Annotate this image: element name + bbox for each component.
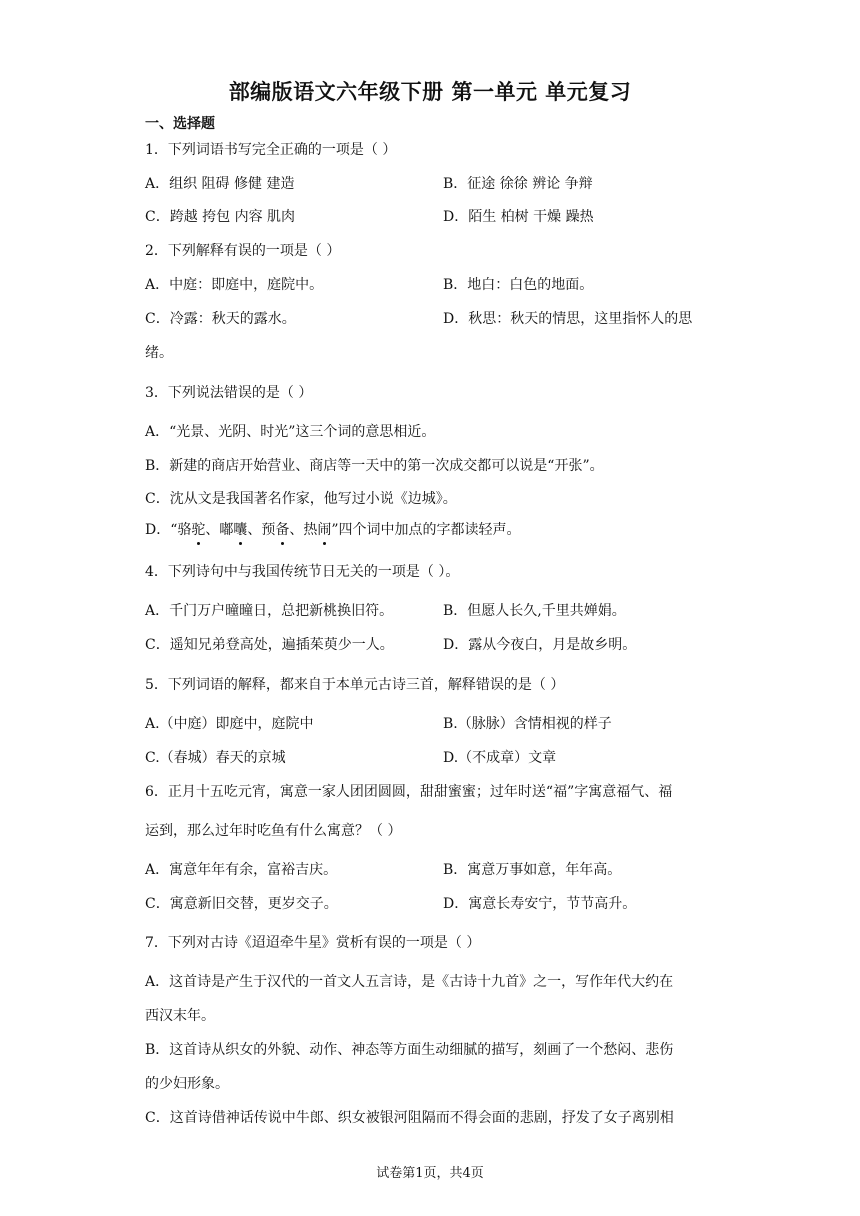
dotted-character: 备 bbox=[275, 522, 290, 538]
question-6-stem-continued: 运到，那么过年时吃鱼有什么寓意？（ ） bbox=[145, 823, 402, 839]
question-2-stem: 2．下列解释有误的一项是（ ） bbox=[145, 243, 341, 259]
question-6-option-a: A．寓意年年有余，富裕吉庆。 bbox=[145, 862, 338, 878]
option-d-text: 、嘟 bbox=[205, 522, 234, 538]
question-6-option-c: C．寓意新旧交替，更岁交子。 bbox=[145, 896, 338, 912]
question-1-option-a: A．组织 阻碍 修健 建造 bbox=[145, 176, 295, 192]
option-d-text: 、热 bbox=[289, 522, 318, 538]
question-6-option-b: B．寓意万事如意，年年高。 bbox=[443, 862, 622, 878]
dotted-character: 囔 bbox=[233, 522, 248, 538]
question-4-option-a: A．千门万户曈曈日，总把新桃换旧符。 bbox=[145, 603, 394, 619]
question-5-stem: 5．下列词语的解释，都来自于本单元古诗三首，解释错误的是（ ） bbox=[145, 677, 565, 693]
question-4-stem: 4．下列诗句中与我国传统节日无关的一项是（ ）。 bbox=[145, 564, 460, 580]
question-7-option-b-continued: 的少妇形象。 bbox=[145, 1076, 229, 1092]
question-1-stem: 1．下列词语书写完全正确的一项是（ ） bbox=[145, 142, 397, 158]
question-1-option-b: B．征途 徐徐 辨论 争辩 bbox=[443, 176, 593, 192]
question-5-option-c: C.（春城）春天的京城 bbox=[145, 750, 286, 766]
question-3-option-c: C．沈从文是我国著名作家，他写过小说《边城》。 bbox=[145, 491, 457, 507]
section-heading: 一、选择题 bbox=[145, 116, 215, 132]
page-title: 部编版语文六年级下册 第一单元 单元复习 bbox=[228, 80, 632, 104]
question-6-option-d: D．寓意长寿安宁，节节高升。 bbox=[443, 896, 637, 912]
question-5-option-a: A.（中庭）即庭中，庭院中 bbox=[145, 716, 314, 732]
question-2-option-c: C．冷露：秋天的露水。 bbox=[145, 311, 296, 327]
question-1-option-d: D．陌生 柏树 干燥 躁热 bbox=[443, 209, 594, 225]
question-7-stem: 7．下列对古诗《迢迢牵牛星》赏析有误的一项是（ ） bbox=[145, 935, 481, 951]
question-3-option-a: A．“光景、光阴、时光”这三个词的意思相近。 bbox=[145, 424, 436, 440]
question-6-stem: 6．正月十五吃元宵，寓意一家人团团圆圆，甜甜蜜蜜；过年时送“福”字寓意福气、福 bbox=[145, 784, 673, 800]
question-3-option-d bbox=[145, 521, 521, 539]
question-4-option-d: D．露从今夜白，月是故乡明。 bbox=[443, 637, 637, 653]
question-1-option-c: C．跨越 挎包 内容 肌肉 bbox=[145, 209, 296, 225]
question-5-option-b: B.（脉脉）含情相视的样子 bbox=[443, 716, 612, 732]
question-5-option-d: D.（不成章）文章 bbox=[443, 750, 557, 766]
question-7-option-b: B．这首诗从织女的外貌、动作、神态等方面生动细腻的描写，刻画了一个愁闷、悲伤 bbox=[145, 1042, 674, 1058]
question-7-option-a-continued: 西汉末年。 bbox=[145, 1008, 215, 1024]
dotted-character: 驼 bbox=[191, 522, 206, 538]
question-2-option-d-continued: 绪。 bbox=[145, 345, 173, 361]
option-d-text: D．“骆 bbox=[145, 522, 192, 538]
question-3-stem: 3．下列说法错误的是（ ） bbox=[145, 385, 313, 401]
option-d-text: ”四个词中加点的字都读轻声。 bbox=[331, 522, 521, 538]
question-4-option-b: B．但愿人长久,千里共婵娟。 bbox=[443, 603, 626, 619]
question-7-option-c: C．这首诗借神话传说中牛郎、织女被银河阻隔而不得会面的悲剧，抒发了女子离别相 bbox=[145, 1110, 674, 1126]
page-footer: 试卷第1页，共4页 bbox=[376, 1166, 484, 1181]
question-7-option-a: A．这首诗是产生于汉代的一首文人五言诗，是《古诗十九首》之一，写作年代大约在 bbox=[145, 974, 674, 990]
question-3-option-b: B．新建的商店开始营业、商店等一天中的第一次成交都可以说是“开张”。 bbox=[145, 458, 604, 474]
question-2-option-d: D．秋思：秋天的情思，这里指怀人的思 bbox=[443, 311, 693, 327]
question-4-option-c: C．遥知兄弟登高处，遍插茱萸少一人。 bbox=[145, 637, 394, 653]
question-2-option-b: B．地白：白色的地面。 bbox=[443, 277, 594, 293]
dotted-character: 闹 bbox=[317, 522, 332, 538]
option-d-text: 、预 bbox=[247, 522, 276, 538]
question-2-option-a: A．中庭：即庭中，庭院中。 bbox=[145, 277, 324, 293]
